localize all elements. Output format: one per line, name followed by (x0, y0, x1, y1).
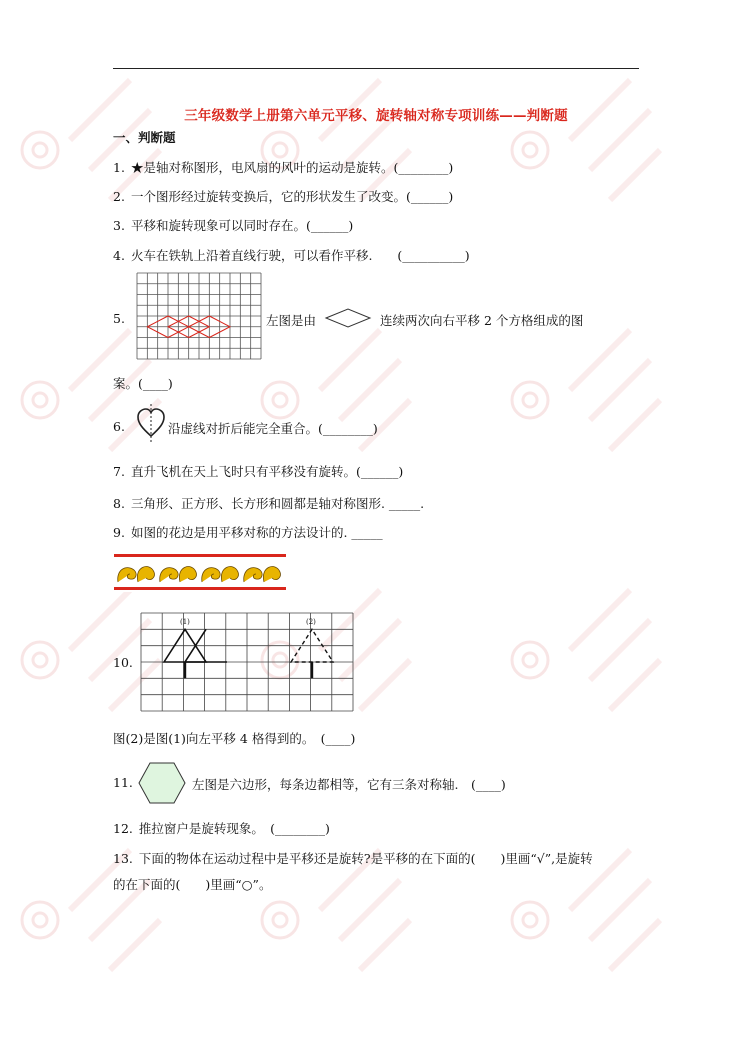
question-8 (113, 494, 424, 512)
question-number: 2. (113, 189, 125, 204)
question-number: 8. (113, 496, 125, 511)
question-text: ★是轴对称图形，电风扇的风叶的运动是旋转。(________) (130, 160, 454, 175)
question-number: 6. (113, 419, 125, 434)
page-title: 三年级数学上册第六单元平移、旋转轴对称专项训练——判断题 (184, 108, 568, 124)
question-number: 13. (113, 851, 133, 866)
header-rule (113, 68, 639, 69)
question-text: 三角形、正方形、长方形和圆都是轴对称图形. _____. (130, 496, 425, 511)
question-4 (113, 246, 470, 264)
question-number: 10. (113, 655, 133, 670)
question-number: 11. (113, 775, 133, 790)
question-number: 7. (113, 464, 125, 479)
question-number: 4. (113, 248, 125, 263)
question-13 (113, 849, 593, 867)
question-11 (113, 775, 139, 790)
question-text: 沿虚线对折后能完全重合。(________) (168, 421, 378, 436)
question-text: 平移和旋转现象可以同时存在。(______) (130, 218, 354, 233)
question-10 (113, 655, 139, 670)
question-number: 1. (113, 160, 125, 175)
figure-2-label: (2) (306, 618, 316, 626)
question-text: 推拉窗户是旋转现象。 (________) (138, 821, 330, 836)
question-5 (113, 311, 131, 326)
q5-grid-figure (137, 273, 261, 359)
heart-dashed-axis-icon (136, 404, 166, 442)
question-12 (113, 819, 330, 837)
question-text: 如图的花边是用平移对称的方法设计的. _____ (130, 525, 383, 540)
question-text: 直升飞机在天上飞时只有平移没有旋转。(______) (130, 464, 404, 479)
question-number: 3. (113, 218, 125, 233)
question-text: 左图是六边形，每条边都相等，它有三条对称轴. (____) (192, 777, 506, 792)
rhombus-shape-icon (325, 308, 371, 328)
q10-grid-figure (141, 613, 353, 711)
question-text-continued: 案。(____) (113, 376, 173, 391)
question-text: 一个图形经过旋转变换后，它的形状发生了改变。(______) (130, 189, 454, 204)
question-3 (113, 216, 353, 234)
question-text-continued: 图(2)是图(1)向左平移 4 格得到的。 (____) (113, 731, 356, 746)
hexagon-shape-icon (138, 762, 186, 804)
question-7 (113, 462, 403, 480)
question-text-line2: 的在下面的( )里画“○”。 (113, 877, 272, 892)
question-6 (113, 419, 131, 434)
question-text-before: 左图是由 (266, 313, 317, 328)
question-number: 5. (113, 311, 125, 326)
question-number: 12. (113, 821, 133, 836)
question-2 (113, 187, 453, 205)
question-text: 下面的物体在运动过程中是平移还是旋转?是平移的在下面的( )里画“√”,是旋转 (138, 851, 593, 866)
question-number: 9. (113, 525, 125, 540)
question-1 (113, 158, 453, 176)
lace-border-figure (114, 552, 286, 592)
figure-1-label: (1) (180, 618, 190, 626)
section-heading: 一、判断题 (113, 130, 176, 145)
question-9 (113, 523, 383, 541)
question-text: 火车在铁轨上沿着直线行驶，可以看作平移. (__________) (130, 248, 470, 263)
question-text-after: 连续两次向右平移 2 个方格组成的图 (380, 313, 584, 328)
